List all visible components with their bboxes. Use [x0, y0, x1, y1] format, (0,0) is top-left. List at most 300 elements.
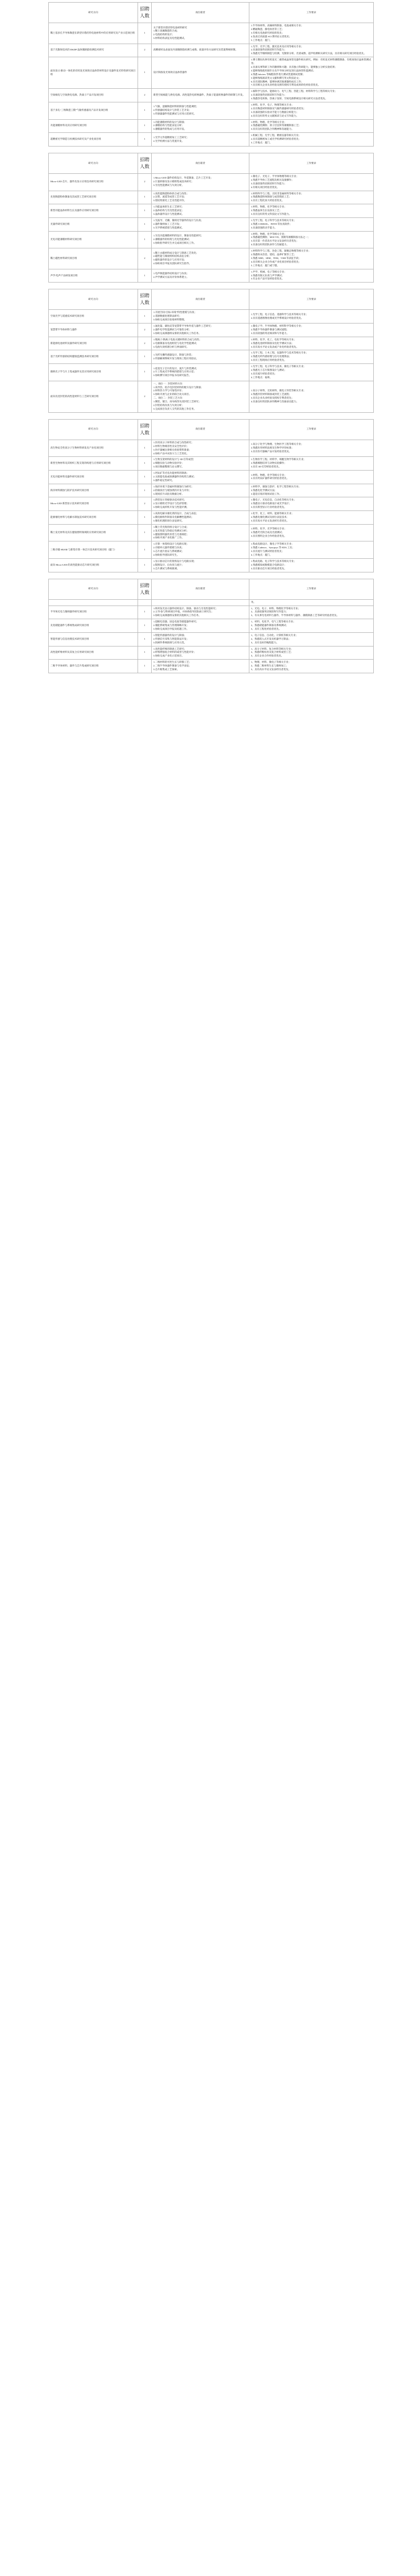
cell-headcount: 1 [138, 191, 151, 204]
cell-job-duties [151, 599, 249, 606]
requirement-line: 1、光电、电子、材料、物理化学等相关专业； [251, 607, 301, 610]
duty-line: 3.协助完成课题组安排的其他相关工作任务。 [153, 614, 201, 617]
requirement-line: 1.化学、化工、材料、能源等相关专业； [251, 512, 294, 515]
duty-line: 1.硅基光子芯片的设计、流片与封装测试； [153, 367, 199, 370]
duty-line: 1.稀土高熵陶瓷的合成； [153, 29, 180, 33]
duty-line: 1.新型显示背板驱动技术研究； [153, 498, 187, 502]
requirement-line: 1.高分子化学与物理、生物医学工程等相关专业； [251, 443, 303, 446]
requirement-line: 1.材料、物理、化学等相关专业； [251, 232, 287, 235]
cell-job-duties [151, 619, 249, 632]
requirement-line: 1.生物医学工程、材料学、细胞生物学等相关专业； [251, 458, 306, 461]
duty-line: 3.传感器器件性能测试与应用示范研究。 [153, 112, 196, 116]
cell-job-requirements [249, 323, 374, 337]
cell-headcount: 1 [138, 619, 151, 632]
cell-job-duties [151, 440, 249, 457]
requirement-line: 2.熟悉磁控溅射、原子层沉积等薄膜制备工艺； [251, 124, 301, 127]
table-row [48, 524, 374, 541]
requirement-line: 2.熟悉半导体器件制备与测试流程； [251, 328, 289, 331]
cell-job-duties [151, 510, 249, 524]
table-row [48, 23, 374, 43]
table-row [48, 440, 374, 457]
table-row [48, 381, 374, 413]
requirement-line: 4.具备良好的团队协作精神与沟通表达能力。 [251, 400, 299, 403]
requirement-line: 务。 [251, 600, 256, 603]
duty-line: 3.催化机理的原位表征研究。 [153, 519, 184, 522]
cell-headcount: 1 [138, 456, 151, 470]
cell-research-direction: 超精密光学制造与检测技术研究及产业化项目组 [48, 132, 138, 147]
duty-line: 3.材料结构表征及电性能测试。 [153, 37, 187, 40]
requirement-line: 2、熟悉二维材料生长与微纳加工； [251, 664, 289, 668]
cell-headcount: 1 [138, 132, 151, 147]
requirement-line: 3.具有企业从业经验及授权专利者优先； [251, 397, 294, 400]
header-headcount-line1: 招聘 [140, 157, 150, 162]
requirement-line: 2.熟悉光子芯片版图设计与测试； [251, 368, 287, 371]
duty-line: 2.薄膜结构与性能表征分析； [153, 124, 184, 127]
duty-line: 2.光学检测方法与装置开发。 [153, 139, 184, 142]
requirement-line: 3.具有流片经验者优先； [251, 372, 277, 375]
duty-line: 2.电池结构的设计； [153, 33, 175, 36]
cell-job-requirements [249, 57, 374, 88]
cell-job-duties [151, 606, 249, 619]
requirement-line: 1.集成电路设计、微电子学等相关专业； [251, 543, 294, 546]
requirement-line: 1.材料、物理、化学等相关专业； [251, 205, 287, 208]
cell-job-requirements [249, 541, 374, 558]
table-row [48, 632, 374, 646]
table-row [48, 558, 374, 572]
requirement-line: 4.工作地点：福州。 [251, 376, 272, 379]
duty-line: 2.晶体结构与光电性能表征； [153, 209, 184, 212]
header-headcount-line2: 人数 [140, 300, 150, 306]
header-job-requirements: 工作要求 [249, 579, 374, 599]
duty-line: 4.协助开展产业化推广工作。 [153, 536, 184, 539]
cell-job-requirements [249, 248, 374, 268]
duty-line: 3.协助撰写项目申报书及研究报告。 [153, 374, 192, 377]
duty-line: 3.器件稳定性研究。 [153, 478, 175, 482]
cell-research-direction: 基于光纤传感的结构健康监测技术研究项目组 [48, 350, 138, 363]
requirement-line: 1.声学、机械、电子等相关专业； [251, 270, 287, 273]
requirement-line: 1.材料科学与工程、冶金工程、凝聚态物理等相关专业； [251, 249, 311, 253]
header-job-duties: 岗位职责 [151, 579, 249, 599]
cell-job-requirements [249, 132, 374, 147]
requirement-line: 2.熟悉医用材料法规及生物学评价标准； [251, 446, 294, 450]
requirement-line: 1.材料、化学、化工、电化学等相关专业； [251, 338, 297, 341]
duty-line: 关于新型贝塔伏特电池材料研究 [153, 26, 187, 29]
duty-line: 1.光波导、光栅、微纳光学器件的设计与仿真； [153, 218, 204, 222]
requirement-line: 1.微电子学、半导体物理、材料科学等相关专业； [251, 325, 303, 328]
table-row [48, 204, 374, 217]
cell-research-direction: 二维半导体材料、器件与芯片集成研究项目组 [48, 659, 138, 673]
table-header-row [48, 419, 374, 440]
cell-job-duties [151, 204, 249, 217]
requirement-line: 3.能适应海洋现场试验工作。 [251, 492, 282, 495]
duty-line: 3.协助完成样机开发与性能评测。 [153, 506, 189, 509]
duty-line: 1.气敏、湿敏陶瓷材料的制备与性能调控； [153, 105, 199, 108]
table-row [48, 510, 374, 524]
requirement-line: 2.熟悉电催化测试及原位表征技术； [251, 515, 289, 518]
table-row [48, 119, 374, 133]
cell-headcount: 2 [138, 88, 151, 102]
cell-headcount: 2 [138, 44, 151, 57]
duty-line: 3.芯片流片验证与系统测试； [153, 550, 184, 553]
cell-headcount: 1 [138, 524, 151, 541]
cell-research-direction: 高性能纤维材料及其复合应用研究项目组 [48, 646, 138, 660]
cell-job-duties [151, 217, 249, 231]
duty-line: 新型空间核能与供电电源、高性能热电转换器件、热离子能量转换器件的研制与开发。 [153, 93, 245, 97]
cell-headcount: 1 [138, 204, 151, 217]
cell-headcount: 1 [138, 57, 151, 88]
requirement-line: 3.具有工程化放大经验者优先。 [251, 199, 285, 202]
cell-research-direction: 新能源电池材料及器件研究项目组 [48, 337, 138, 350]
duty-line: 3.协助完成项目申报及结题工作。 [153, 628, 189, 630]
cell-headcount: 2 [138, 337, 151, 350]
table-row [48, 497, 374, 510]
requirement-line: 1.光学工程、电子科学与技术等相关专业； [251, 218, 297, 222]
header-headcount-line1: 招聘 [140, 582, 150, 588]
requirement-line: 1.光学、光学工程、激光技术及应用等相关专业； [251, 45, 303, 48]
cell-headcount: 1 [138, 231, 151, 248]
cell-research-direction: 光器件研究项目组 [48, 217, 138, 231]
cell-research-direction: 三维存储 SRAM 与新型存算一体芯片技术研究项目组（厦门） [48, 541, 138, 558]
requirement-line: 3.有相关电池研究经验的优先； [251, 31, 285, 34]
cell-job-requirements [249, 363, 374, 381]
duty-line: 1.Micro-LED 器件结构设计、外延制备、芯片工艺开发； [153, 176, 213, 180]
requirement-line: 2.熟悉 Cadence、Synopsys 等 EDA 工具； [251, 546, 295, 549]
cell-job-duties [151, 497, 249, 510]
duty-line: 2.器件微纳加工工艺开发； [153, 222, 182, 225]
cell-job-duties [151, 173, 249, 191]
table-row [48, 231, 374, 248]
requirement-line: 1.材料学、腐蚀与防护、化学工程等相关专业； [251, 485, 301, 488]
requirement-line: 5.工作地点：厦门。 [251, 38, 272, 41]
requirement-line: 1、材料、电化学、电气工程等相关专业； [251, 620, 296, 623]
cell-research-direction: Micro-LED 芯片、器件及显示应用技术研究项目组 [48, 173, 138, 191]
cell-headcount: 2 [138, 173, 151, 191]
table-header-row [48, 2, 374, 23]
cell-job-duties [151, 484, 249, 497]
cell-job-duties [151, 632, 249, 646]
duty-line: 1.光学元件超精密加工工艺研究； [153, 135, 189, 139]
header-research-direction: 研究方向 [48, 579, 138, 599]
cell-headcount: 1 [138, 269, 151, 283]
cell-job-duties [151, 269, 249, 283]
table-row [48, 191, 374, 204]
cell-job-requirements [249, 23, 374, 43]
block-gap [0, 413, 420, 419]
cell-research-direction: 先进陶瓷粉体制备及其成型工艺研究项目组 [48, 191, 138, 204]
cell-job-duties [151, 248, 249, 268]
header-job-requirements: 工作要求 [249, 2, 374, 23]
requirement-line: 3.具有驱动芯片项目经验者优先。 [251, 567, 287, 570]
duty-line: 1.生物支架材料的设计与 3D 打印成型； [153, 458, 196, 461]
duty-line: 1.锂离子/钠离子电池关键材料的合成与改性； [153, 338, 202, 341]
requirement-line: 2.具备较强英语阅读和写作能力； [251, 48, 287, 51]
requirement-line: 1.半导体材料、高熵材料制备、电池或相关专业； [251, 24, 303, 27]
cell-headcount: 1 [138, 440, 151, 457]
table-header-row [48, 289, 374, 309]
table-row [48, 646, 374, 660]
cell-job-duties [151, 470, 249, 484]
cell-headcount: 1 [138, 470, 151, 484]
duty-line: 3.协助完成项目验收材料整理。 [153, 318, 187, 321]
requirement-line: 1.材料、化学、光学等相关专业； [251, 527, 287, 530]
table-row [48, 363, 374, 381]
cell-job-requirements [249, 204, 374, 217]
requirement-line: 1、电子信息、自动化、计算机等相关专业； [251, 633, 298, 637]
cell-job-duties [151, 44, 249, 57]
header-job-duties: 岗位职责 [151, 289, 249, 309]
header-headcount [138, 289, 151, 309]
cell-research-direction: 功能薄膜材料及其应用研究项目组 [48, 119, 138, 133]
table-block [0, 289, 420, 412]
requirement-line: 1.高分子材料、无机材料、微电子封装等相关专业； [251, 389, 306, 392]
requirement-line: 2.熟悉电池材料制备及电化学测试方法； [251, 341, 294, 345]
requirement-line: 4.发表过高质量 SCI 期刊论文者优先； [251, 35, 292, 38]
cell-research-direction: 智能传感与信息处理技术研究项目组 [48, 632, 138, 646]
cell-job-requirements [249, 381, 374, 413]
header-headcount-line2: 人数 [140, 13, 150, 19]
header-headcount-line1: 招聘 [140, 293, 150, 299]
cell-job-requirements [249, 309, 374, 323]
cell-job-requirements [249, 619, 374, 632]
requirement-line: 7.具有相关企业从业经验及拥有授权专利及成果转化经验者优先。 [251, 84, 321, 87]
duty-line: 2.显示模组光学设计与色彩管理； [153, 502, 189, 505]
cell-headcount: 1 [138, 363, 151, 381]
cell-job-duties [151, 337, 249, 350]
requirement-line: 2.熟悉 COMSOL、FDTD 等仿真软件； [251, 222, 292, 225]
requirement-line: 3、具有工程化经验者优先。 [251, 628, 281, 630]
requirement-line: 1.光学工程、电子信息、遥感科学与技术等相关专业； [251, 312, 309, 316]
duty-line: 2.发光性能与热稳定性测试分析； [153, 529, 189, 532]
table-row [48, 323, 374, 337]
cell-job-requirements [249, 191, 374, 204]
cell-job-requirements [249, 337, 374, 350]
duty-line: 3.烧结致密化工艺及性能评价。 [153, 199, 187, 202]
duty-line: 1.稀土永磁材料成分设计与制备工艺优化； [153, 251, 199, 254]
duty-line: 1.医用高分子材料的合成与改性研究； [153, 441, 194, 444]
cell-research-direction: 光电功能薄膜材料研究项目组 [48, 231, 138, 248]
table-row [48, 541, 374, 558]
duty-line: 2.材料生物相容性及安全性评价； [153, 444, 189, 447]
duty-line: 2.二维半导体器件制备与电学表征； [153, 664, 192, 668]
cell-job-duties [151, 456, 249, 470]
requirement-line: 2.熟悉显示驱动电路设计或光学设计； [251, 502, 291, 505]
cell-research-direction: 微纳光子学与片上集成器件及其应用研究项目组 [48, 363, 138, 381]
cell-job-duties [151, 381, 249, 413]
requirement-line: 3.有企业产品开发经验者优先。 [251, 277, 285, 280]
table-row [48, 217, 374, 231]
cell-research-direction: 声学/电声产品研发项目组 [48, 269, 138, 283]
cell-job-duties [151, 88, 249, 102]
table-row [48, 57, 374, 88]
cell-job-duties [151, 191, 249, 204]
duty-line: 2.巨量转移及显示模组集成技术研究； [153, 180, 194, 183]
requirement-line: 6.具有团队精神，能够协调其他课题组成员工作； [251, 80, 303, 83]
duty-line: 1.功能薄膜材料的设计与制备； [153, 120, 187, 123]
cell-research-direction: 新型生物材料及其组织工程支架的构建与应用研究项目组 [48, 456, 138, 470]
table-block [0, 2, 420, 147]
duty-line: 2.版图设计、后仿真与流片； [153, 563, 184, 566]
requirement-line: 3.具有较强的英语阅读和写作能力。 [251, 331, 289, 335]
requirement-line: 3、具有高水平论文发表经历者优先。 [251, 668, 291, 671]
cell-job-duties [151, 541, 249, 558]
header-job-duties: 岗位职责 [151, 419, 249, 440]
duty-line: 高精密样品表面及内部微缺陷检测与成像、质量评价方法研究及装置系统研制。 [153, 48, 238, 51]
requirement-line: 3.工作地点：厦门。 [251, 141, 272, 144]
duty-line: 1.高导热、低介电封装材料的配方设计与制备； [153, 385, 204, 389]
duty-line: 2.薄膜器件的构筑与光电性能测试； [153, 237, 192, 241]
table-blocks-container [0, 2, 420, 673]
cell-job-requirements [249, 102, 374, 119]
cell-headcount: 2 [138, 323, 151, 337]
requirement-line: 1.材料、物理、化学等相关专业； [251, 120, 287, 123]
duty-line: 1.光纤光栅传感器设计、制备与封装； [153, 353, 194, 356]
table-row [48, 470, 374, 484]
requirement-line: 2.熟悉磁控溅射、MOCVD、蒸镀等薄膜制备方法之一； [251, 236, 310, 239]
cell-job-duties [151, 323, 249, 337]
duty-line: 2.声学测试方法及评价体系建立。 [153, 275, 189, 278]
duty-line: 1.光电功能薄膜材料的设计、制备及性能研究； [153, 234, 204, 237]
duty-line: 2.片上集成光学系统的搭建与应用示范； [153, 370, 196, 373]
cell-job-requirements [249, 659, 374, 673]
table-row [48, 44, 374, 57]
cell-job-requirements [249, 119, 374, 133]
cell-headcount: 1 [138, 659, 151, 673]
requirement-line: 1.微电子、光电信息、自动化等相关专业； [251, 498, 297, 502]
requirement-line: 1、高分子材料、复合材料等相关专业； [251, 647, 293, 650]
cell-job-duties [151, 57, 249, 88]
cell-research-direction: Micro-LED 新型显示技术研究项目组 [48, 497, 138, 510]
duty-line: 2.电极制备及电池组装与电化学性能测试； [153, 341, 199, 345]
cell-research-direction: 稀土基多孔半导体陶瓷在新型贝塔伏特电池材料中的应用研究及产业示范项目组 [48, 23, 138, 43]
requirement-line: 1.机械工程、光学工程、精密仪器等相关专业； [251, 134, 301, 137]
duty-line: 1.存算一体架构设计与电路实现； [153, 543, 189, 546]
duty-line: 3.医疗器械注册相关检验资料准备； [153, 448, 192, 451]
requirement-line: 1.博士期间从事有机发光二极管或晶体管及器件相关研究。例如：有机发光材料薄膜制备、有机场效应晶体管测试等； [251, 58, 371, 65]
header-headcount [138, 2, 151, 23]
table-block [0, 579, 420, 673]
duty-line: 3.薄膜器件的集成与应用开发。 [153, 128, 187, 131]
cell-job-duties [151, 524, 249, 541]
cell-headcount: 1 [138, 558, 151, 572]
requirement-line: 1.材料、物理、化学等相关专业； [251, 473, 287, 476]
cell-headcount: 1 [138, 606, 151, 619]
recruitment-table [48, 419, 374, 572]
requirement-line: 4.熟悉 labview 等编程软件进行测试装置调试控制； [251, 72, 305, 76]
table-row [48, 309, 374, 323]
requirement-line: 2.具备较强英语阅读和写作能力； [251, 93, 287, 97]
table-row [48, 350, 374, 363]
requirement-line: 3.具备较强英语阅读和写作能力； [251, 182, 287, 185]
cell-research-direction: 宽禁带半导体材料与器件 [48, 323, 138, 337]
cell-research-direction: 基于多孔“三维陶瓷工膜”气敏传感器及产品开发项目组 [48, 102, 138, 119]
cell-job-duties [151, 231, 249, 248]
duty-line: 1.高性能纤维的制备工艺研究； [153, 647, 187, 650]
cell-research-direction: 面向 Micro-LED 的高性能驱动芯片研究项目组 [48, 558, 138, 572]
duty-line: 1.显示驱动芯片的架构设计与电路实现； [153, 559, 196, 562]
cell-research-direction: 面向先进封装的高性能材料与工艺研究项目组 [48, 381, 138, 413]
cell-headcount: 1 [138, 309, 151, 323]
header-headcount [138, 153, 151, 173]
duty-line: 2.细胞实验与动物实验评价； [153, 462, 184, 465]
duty-line: 1.高性能陶瓷粉体的合成与改性； [153, 192, 189, 195]
block-gap [0, 572, 420, 579]
requirement-line: 3.具有照明企业合作经验者优先。 [251, 534, 287, 537]
cell-research-direction: 面向显示/驱动一体化的有机发光场效应晶体管材料设计及器件发光特性研究项目组 [48, 57, 138, 88]
requirement-line: 2.熟悉光纤传感原理与信号处理算法； [251, 355, 291, 358]
cell-job-duties [151, 119, 249, 133]
duty-line: 1.纳米发光显示器件结构设计、制备、驱动与光电性能研究； [153, 607, 218, 610]
cell-research-direction: 能源催化材料与电解水制氢技术研究项目组 [48, 510, 138, 524]
requirement-line: 2.熟悉荧光粉合成及光谱测试； [251, 531, 285, 534]
duty-line: 2.传感器结构设计与封装工艺开发； [153, 109, 192, 112]
cell-job-duties [151, 309, 249, 323]
header-research-direction: 研究方向 [48, 419, 138, 440]
cell-headcount: 1 [138, 217, 151, 231]
table-row [48, 599, 374, 606]
requirement-line: 2.熟悉模拟或数模混合电路设计； [251, 563, 287, 566]
cell-job-requirements [249, 632, 374, 646]
requirement-line: 3.能够熟练使用探针台及半导体分析仪进行晶体管性能测试； [251, 69, 316, 72]
table-header-row [48, 153, 374, 173]
requirement-line: 2.熟悉电化学测试方法； [251, 488, 277, 492]
duty-line: 3.光电性能测试与失效分析。 [153, 184, 184, 187]
requirement-line: 3.具有第一作者高水平论文发表经历者优先； [251, 239, 299, 243]
duty-line: 设计制备发光场效应晶体管器件 [153, 71, 187, 74]
cell-job-requirements [249, 558, 374, 572]
cell-research-direction: 空间核电与空间供电电源、热离子产品开发项目组 [48, 88, 138, 102]
cell-job-requirements [249, 217, 374, 231]
duty-line: 1.开展空间“目标-环境”特性建模与仿真； [153, 311, 197, 314]
requirement-line: 3、具有企业合作经验者优先。 [251, 654, 284, 658]
cell-job-requirements [249, 88, 374, 102]
requirement-line: 2.熟悉粉末冶金、烧结、晶界扩散等工艺； [251, 253, 297, 256]
requirement-line: 4.工作地点：厦门。 [251, 554, 272, 556]
header-headcount [138, 419, 151, 440]
requirement-line: 4.具备良好的团队协作与沟通能力。 [251, 243, 289, 246]
cell-job-requirements [249, 599, 374, 606]
requirement-line: 2.具有陶瓷材料制备及气敏传感器研究经验者优先； [251, 107, 306, 110]
requirement-line: 2.熟悉晶体生长设备及工艺； [251, 209, 282, 212]
duty-line: 2.纤维增强复合材料的成型与性能评价； [153, 651, 196, 654]
requirement-line: 1.材料科学与工程、无机非金属材料等相关专业； [251, 192, 303, 195]
duty-line: 3.芯片级集成工艺探索。 [153, 668, 180, 671]
cell-headcount: 1 [138, 350, 151, 363]
cell-headcount: 1 [138, 632, 151, 646]
cell-job-requirements [249, 646, 374, 660]
recruitment-table [48, 153, 374, 283]
requirement-line: 3.熟悉热电转换、热离子发射、空间电源系统设计相关研究方法者优先。 [251, 97, 328, 100]
requirement-line: 4.具有良好的英文文献阅读与论文写作能力。 [251, 114, 299, 117]
cell-job-duties [151, 558, 249, 572]
cell-job-requirements [249, 456, 374, 470]
cell-job-requirements [249, 606, 374, 619]
requirement-line: 1.微电子、光电子、半导体物理等相关专业； [251, 175, 299, 178]
requirement-line: 3.具备较强的实验动手能力与数据分析能力； [251, 110, 299, 113]
cell-headcount: 2 [138, 497, 151, 510]
duty-line: 2.膜电极组件制备及电解槽性能测试； [153, 515, 194, 518]
cell-job-requirements [249, 350, 374, 363]
cell-job-requirements [249, 44, 374, 57]
recruitment-table [48, 579, 374, 673]
requirement-line: 2.具有超精密加工或光学检测研究经验者优先； [251, 138, 301, 141]
duty-line: 4.协助指导团队研究生。 [153, 554, 180, 556]
cell-headcount: 1 [138, 646, 151, 660]
table-row [48, 173, 374, 191]
requirement-line: 2.熟悉封装材料制备或封装工艺流程； [251, 393, 291, 396]
cell-job-requirements [249, 269, 374, 283]
cell-research-direction: 新型功能晶体材料生长及器件应用研究项目组 [48, 204, 138, 217]
cell-job-duties [151, 363, 249, 381]
